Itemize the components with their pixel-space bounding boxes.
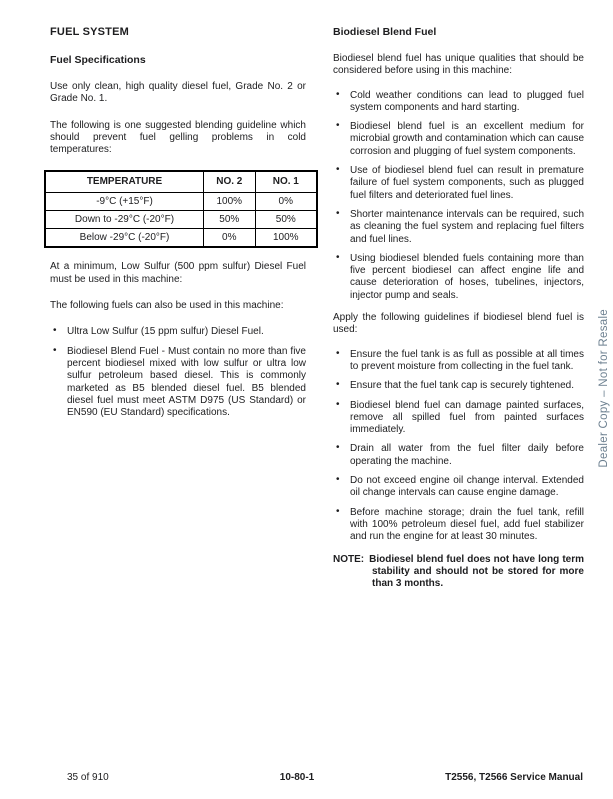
section-page-number: 10-80-1 [279, 772, 315, 783]
note-label: NOTE: [333, 553, 365, 565]
table-cell-temperature: Down to -29°C (-20°F) [45, 211, 204, 229]
table-cell-no2: 100% [204, 193, 256, 211]
table-header-no1: NO. 1 [255, 171, 317, 193]
apply-guidelines-paragraph: Apply the following guidelines if biodiesel blend fuel is used: [333, 312, 584, 336]
list-item: • Using biodiesel blended fuels containing more than five percent biodiesel can affect engine life and cause deterioration of hoses, tubelines, injectors, injector pump and seals. [333, 253, 584, 302]
other-fuels-paragraph: The following fuels can also be used in this machine: [50, 300, 284, 312]
dealer-copy-watermark: Dealer Copy – Not for Resale [598, 309, 610, 468]
table-cell-no1: 0% [255, 193, 317, 211]
list-item: • Ultra Low Sulfur (15 ppm sulfur) Diesel Fuel. [50, 326, 306, 338]
diesel-grade-paragraph: Use only clean, high quality diesel fuel, Grade No. 2 or Grade No. 1. [50, 81, 306, 105]
biodiesel-guidelines-list [333, 349, 584, 544]
page-title: FUEL SYSTEM [50, 26, 130, 38]
table-header-row [45, 171, 317, 193]
table-row [45, 211, 317, 229]
list-item: • Ensure the fuel tank is as full as possible at all times to prevent moisture from collecting in the fuel tank. [333, 349, 584, 374]
list-item: • Biodiesel blend fuel can damage painted surfaces, remove all spilled fuel from painted surfaces immediately. [333, 400, 584, 437]
left-column [50, 26, 306, 429]
biodiesel-intro-paragraph: Biodiesel blend fuel has unique qualities that should be considered before using in this machine: [333, 53, 584, 77]
list-item: • Use of biodiesel blend fuel can result in premature failure of fuel system components, such as plugged fuel filters and deteriorated fuel lines. [333, 165, 584, 202]
biodiesel-qualities-list [333, 90, 584, 302]
note-block [333, 554, 584, 591]
biodiesel-blend-fuel-heading: Biodiesel Blend Fuel [333, 26, 437, 38]
table-cell-temperature: -9°C (+15°F) [45, 193, 204, 211]
table-header-temperature: TEMPERATURE [45, 171, 204, 193]
list-item: • Do not exceed engine oil change interval. Extended oil change intervals can cause engine damage. [333, 475, 584, 500]
table-cell-temperature: Below -29°C (-20°F) [45, 229, 204, 248]
table-cell-no2: 50% [204, 211, 256, 229]
allowed-fuels-list [50, 326, 306, 419]
fuel-specifications-heading: Fuel Specifications [50, 54, 146, 66]
list-item: • Before machine storage; drain the fuel tank, refill with 100% petroleum diesel fuel, add fuel stabilizer and run the engine for at least 30 minutes. [333, 507, 584, 544]
table-row [45, 229, 317, 248]
low-sulfur-paragraph: At a minimum, Low Sulfur (500 ppm sulfur) Diesel Fuel must be used in this machine: [50, 261, 306, 285]
list-item: • Drain all water from the fuel filter daily before operating the machine. [333, 443, 584, 468]
note-text: Biodiesel blend fuel does not have long term stability and should not be stored for more than 3 months. [369, 553, 584, 590]
table-cell-no1: 100% [255, 229, 317, 248]
list-item: • Ensure that the fuel tank cap is securely tightened. [333, 380, 584, 392]
table-cell-no1: 50% [255, 211, 317, 229]
manual-title: T2556, T2566 Service Manual [445, 772, 583, 783]
blending-guideline-paragraph: The following is one suggested blending guideline which should prevent fuel gelling problems in cold temperatures: [50, 119, 306, 156]
page-number: 35 of 910 [67, 772, 109, 783]
list-item: • Shorter maintenance intervals can be required, such as cleaning the fuel system and replacing fuel filters and fuel lines. [333, 209, 584, 246]
table-row [45, 193, 317, 211]
list-item: • Cold weather conditions can lead to plugged fuel system components and hard starting. [333, 90, 584, 115]
list-item: • Biodiesel blend fuel is an excellent medium for microbial growth and contamination which can cause corrosion and plugging of fuel system components. [333, 121, 584, 158]
blending-guideline-table [44, 170, 318, 248]
table-cell-no2: 0% [204, 229, 256, 248]
right-column [333, 26, 584, 590]
list-item: • Biodiesel Blend Fuel - Must contain no more than five percent biodiesel mixed with low sulfur or ultra low sulfur petroleum based diesel. This is commonly marketed as B5 blended diesel fuel. B5 blended diesel fuel must meet ASTM D975 (US Standard) or EN590 (EU Standard) specifications. [50, 346, 306, 420]
table-header-no2: NO. 2 [204, 171, 256, 193]
